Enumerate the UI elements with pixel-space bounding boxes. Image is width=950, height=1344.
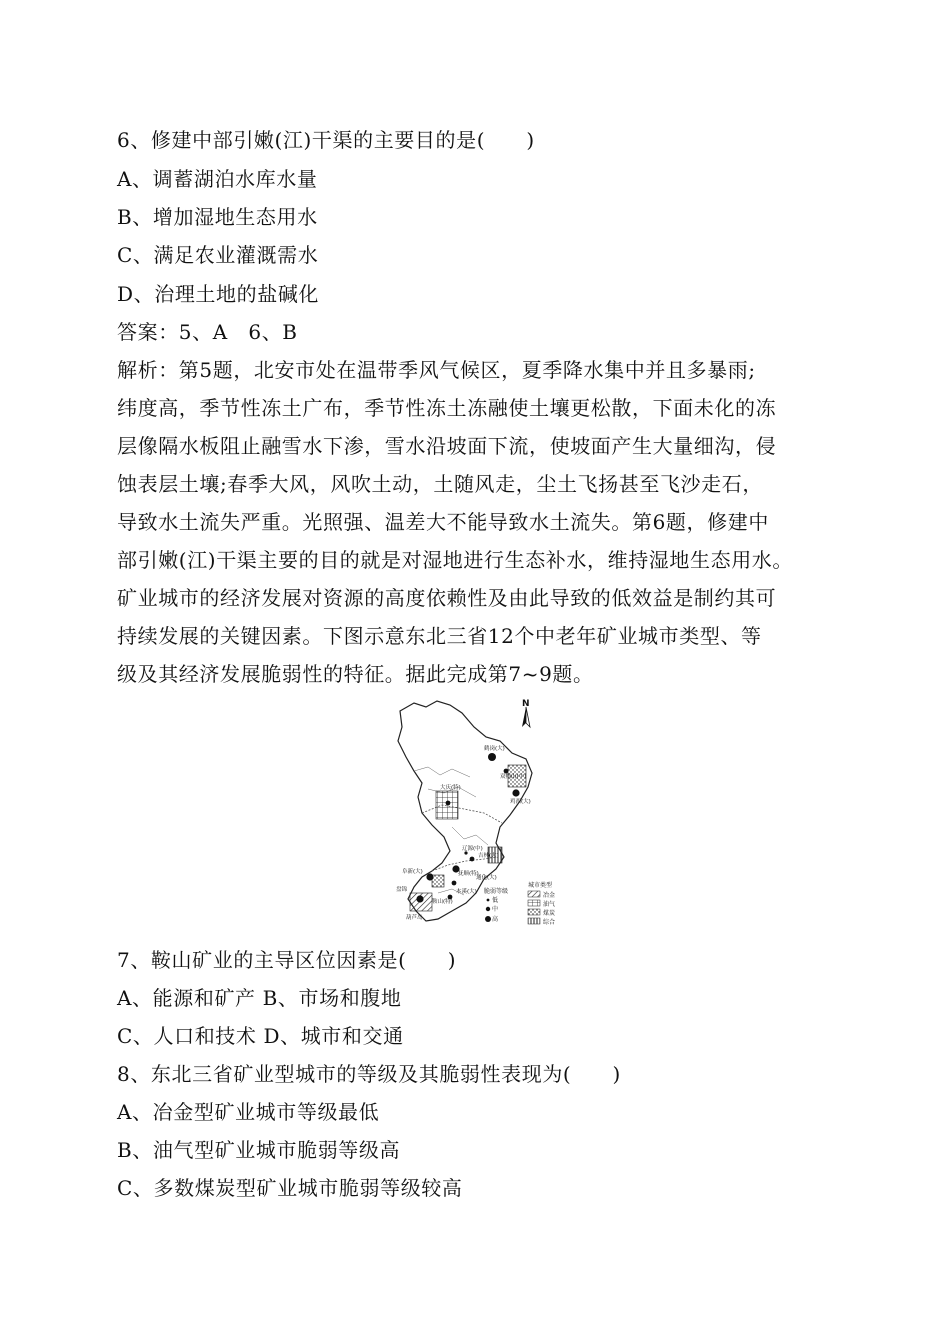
q6-option-d: D、治理土地的盐碱化 — [117, 282, 320, 306]
q7-options-ab: A、能源和矿产 B、市场和腹地 — [117, 986, 402, 1010]
q8-stem: 8、东北三省矿业型城市的等级及其脆弱性表现为( ) — [117, 1062, 621, 1086]
city-label: 双鸭山(中) — [500, 774, 527, 780]
city-marker-mid — [446, 801, 451, 806]
analysis-line: 部引嫩(江)干渠主要的目的就是对湿地进行生态补水，维持湿地生态用水。 — [117, 548, 794, 572]
city-label: 鹤岗(大) — [484, 746, 505, 752]
city-marker-high — [426, 873, 433, 880]
q6-option-b: B、增加湿地生态用水 — [117, 205, 318, 229]
analysis-line: 解析：第5题，北安市处在温带季风气候区，夏季降水集中并且多暴雨; — [117, 358, 756, 382]
city-label: 通化(大) — [476, 875, 497, 881]
svg-text:中: 中 — [492, 906, 499, 913]
q6-stem: 6、修建中部引嫩(江)干渠的主要目的是( ) — [117, 128, 535, 152]
city-marker-mid — [504, 769, 509, 774]
q8-option-b: B、油气型矿业城市脆弱等级高 — [117, 1138, 401, 1162]
city-label: 吉林(大) — [478, 853, 499, 859]
analysis-line: 持续发展的关键因素。下图示意东北三省12个中老年矿业城市类型、等 — [117, 624, 762, 648]
q6-option-c: C、满足农业灌溉需水 — [117, 243, 319, 267]
city-label: 本溪(大) — [456, 889, 477, 895]
svg-text:低: 低 — [492, 897, 499, 904]
svg-text:N: N — [522, 699, 530, 709]
answer-line: 答案：5、A 6、B — [117, 320, 298, 344]
city-area-coal — [432, 875, 444, 887]
city-label: 鞍山(特) — [432, 899, 453, 905]
q7-options-cd: C、人口和技术 D、城市和交通 — [117, 1024, 404, 1048]
analysis-line: 纬度高，季节性冻土广布，季节性冻土冻融使土壤更松散，下面未化的冻 — [117, 396, 777, 420]
city-marker-mid — [452, 881, 457, 886]
svg-text:脆弱等级: 脆弱等级 — [484, 888, 509, 895]
svg-text:高: 高 — [492, 916, 499, 923]
svg-text:油气: 油气 — [543, 901, 556, 908]
northeast-mining-cities-map — [392, 697, 570, 939]
analysis-line: 蚀表层土壤;春季大风，风吹土动，土随风走，尘土飞扬甚至飞沙走石， — [117, 472, 763, 496]
region-outline — [398, 701, 532, 921]
map-legend — [484, 881, 555, 926]
svg-text:城市类型: 城市类型 — [528, 882, 553, 889]
city-label: 抚顺(特) — [458, 871, 479, 877]
analysis-line: 导致水土流失严重。光照强、温差大不能导致水土流失。第6题，修建中 — [117, 510, 769, 534]
analysis-line: 层像隔水板阻止融雪水下渗，雪水沿坡面下流，使坡面产生大量细沟，侵 — [117, 434, 777, 458]
svg-text:冶金: 冶金 — [543, 892, 556, 899]
city-label: 辽源(中) — [462, 846, 483, 852]
north-arrow-icon — [522, 699, 530, 727]
q6-option-a: A、调蓄湖泊水库水量 — [117, 167, 318, 191]
city-label: 阜新(大) — [402, 869, 423, 875]
city-label: 葫芦岛 — [406, 915, 423, 921]
city-marker-high — [416, 895, 423, 902]
analysis-line: 矿业城市的经济发展对资源的高度依赖性及由此导致的低效益是制约其可 — [117, 586, 777, 610]
city-marker-high — [512, 789, 519, 796]
svg-text:综合: 综合 — [543, 919, 556, 926]
city-marker-mid — [470, 857, 475, 862]
q8-option-c: C、多数煤炭型矿业城市脆弱等级较高 — [117, 1176, 463, 1200]
city-label: 大庆(特) — [440, 785, 461, 791]
analysis-line: 级及其经济发展脆弱性的特征。据此完成第7~9题。 — [117, 662, 594, 686]
q8-option-a: A、冶金型矿业城市等级最低 — [117, 1100, 380, 1124]
city-label: 鸡西(大) — [510, 799, 531, 805]
city-marker-high — [488, 753, 496, 761]
city-label: 盘锦 — [396, 887, 408, 893]
q7-stem: 7、鞍山矿业的主导区位因素是( ) — [117, 948, 457, 972]
svg-text:煤炭: 煤炭 — [543, 910, 556, 917]
